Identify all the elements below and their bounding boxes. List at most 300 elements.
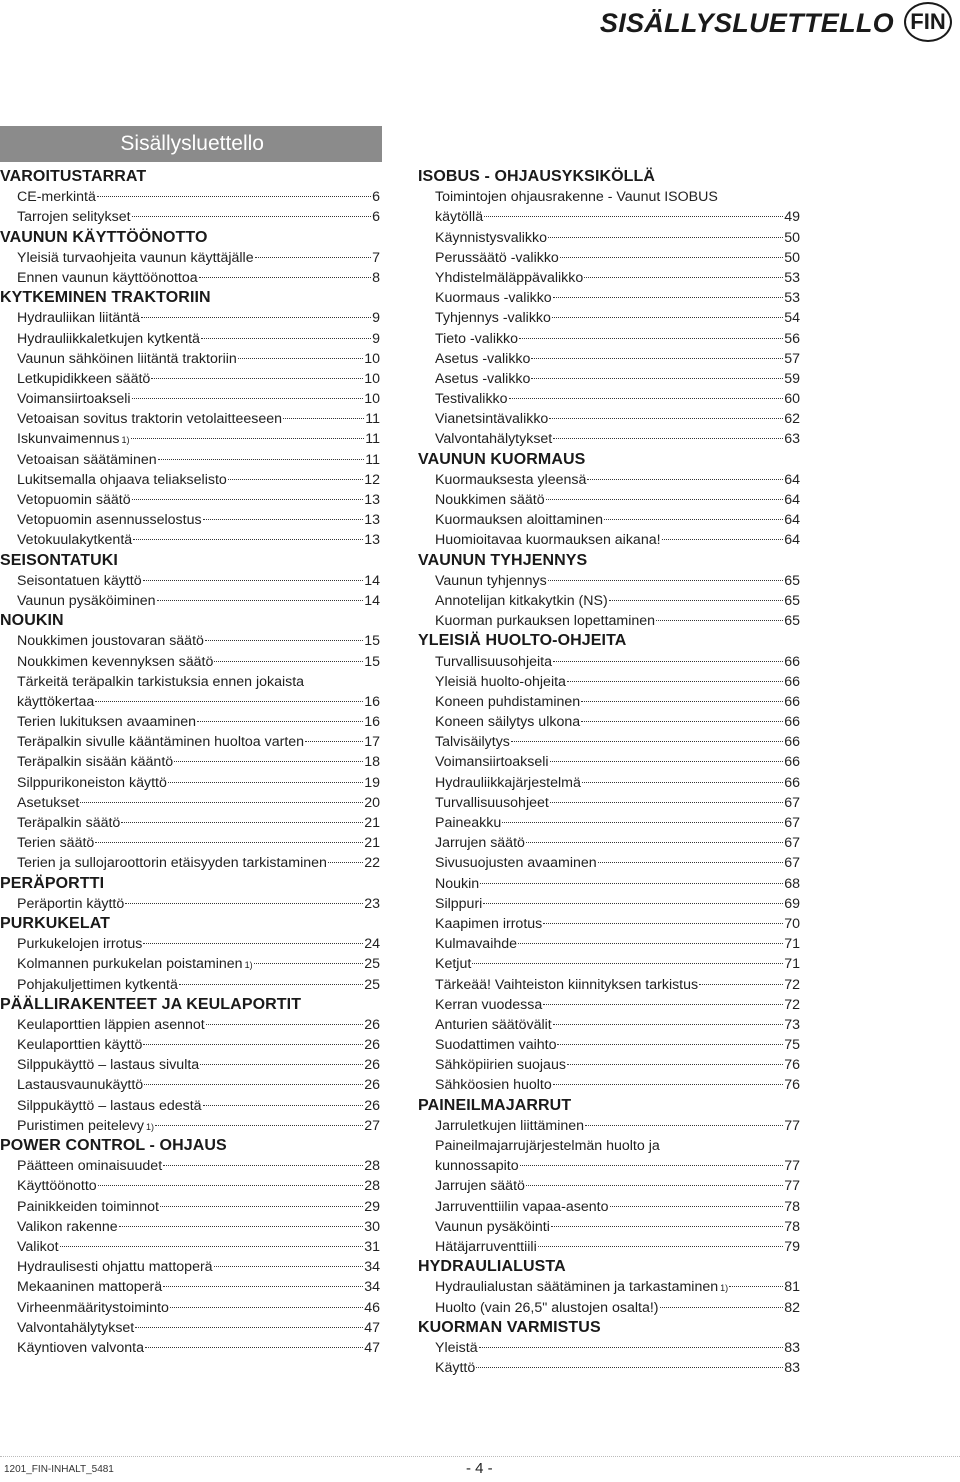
toc-section <box>0 874 380 914</box>
entry-page-number: 16 <box>364 714 380 731</box>
entry-label: Suodattimen vaihto <box>435 1037 557 1054</box>
toc-entry[interactable] <box>0 369 380 389</box>
toc-entry[interactable] <box>0 308 380 328</box>
entry-page-number: 76 <box>784 1057 800 1074</box>
toc-entry[interactable] <box>418 490 800 510</box>
entry-page-number: 34 <box>364 1259 380 1276</box>
toc-entry[interactable] <box>418 874 800 894</box>
entry-page-number: 75 <box>784 1037 800 1054</box>
dot-leader <box>121 822 363 823</box>
dot-leader <box>238 358 363 359</box>
toc-entry[interactable] <box>0 530 380 550</box>
dot-leader <box>97 196 371 197</box>
dot-leader <box>143 580 364 581</box>
entry-label: Asetukset <box>17 794 80 811</box>
toc-entry[interactable] <box>0 1055 380 1075</box>
entry-label: Huomioitavaa kuormauksen aikana! <box>435 532 661 549</box>
dot-leader <box>543 923 783 924</box>
entry-page-number: 73 <box>784 1016 800 1033</box>
entry-page-number: 14 <box>364 572 380 589</box>
dot-leader <box>203 1105 364 1106</box>
entry-page-number: 67 <box>784 794 800 811</box>
toc-entry[interactable] <box>0 631 380 651</box>
toc-entry[interactable] <box>0 975 380 995</box>
toc-entry[interactable] <box>418 611 800 631</box>
entry-label: Turvallisuusohjeet <box>435 794 549 811</box>
entry-page-number: 77 <box>784 1117 800 1134</box>
entry-page-number: 12 <box>364 471 380 488</box>
entry-page-number: 64 <box>784 532 800 549</box>
footer-page-number: - 4 - <box>466 1460 493 1477</box>
entry-label: Virheenmääritystoiminto <box>17 1299 169 1316</box>
entry-page-number: 64 <box>784 471 800 488</box>
toc-entry[interactable] <box>0 1156 380 1176</box>
toc-entry[interactable] <box>0 1318 380 1338</box>
toc-entry[interactable] <box>0 207 380 227</box>
toc-entry[interactable] <box>0 1197 380 1217</box>
entry-label: Vetopuomin säätö <box>17 492 131 508</box>
entry-label: Vaunun sähköinen liitäntä traktoriin <box>17 350 237 367</box>
entry-label: Ennen vaunun käyttöönottoa <box>17 269 198 286</box>
toc-entry[interactable] <box>418 1136 800 1156</box>
dot-leader <box>553 1084 783 1085</box>
toc-entry[interactable] <box>418 1176 800 1196</box>
footer-document-code: 1201_FIN-INHALT_5481 <box>4 1464 114 1475</box>
dot-leader <box>328 862 363 863</box>
entry-page-number: 27 <box>364 1117 380 1134</box>
entry-label: Kuormaus -valikko <box>435 290 552 307</box>
toc-entry[interactable] <box>0 510 380 530</box>
entry-label: Käyttö <box>435 1360 476 1377</box>
dot-leader <box>550 802 783 803</box>
section-title: VAROITUSTARRAT <box>0 168 147 185</box>
toc-entry[interactable] <box>418 1298 800 1318</box>
dot-leader <box>132 499 364 500</box>
dot-leader <box>581 721 783 722</box>
toc-entry[interactable] <box>0 268 380 288</box>
dot-leader <box>80 802 363 803</box>
dot-leader <box>119 1226 364 1227</box>
toc-entry[interactable] <box>0 1257 380 1277</box>
dot-leader <box>283 418 364 419</box>
toc-banner <box>0 126 382 162</box>
toc-entry[interactable] <box>0 934 380 954</box>
toc-entry[interactable] <box>0 894 380 914</box>
toc-entry[interactable] <box>418 248 800 268</box>
dot-leader <box>518 943 783 944</box>
entry-page-number: 28 <box>364 1178 380 1195</box>
dot-leader <box>472 963 783 964</box>
toc-left-column <box>0 167 380 1358</box>
entry-page-number: 24 <box>364 936 380 953</box>
toc-entry[interactable] <box>418 1237 800 1257</box>
entry-label: Hydraulisesti ohjattu mattoperä <box>17 1259 213 1276</box>
dot-leader <box>214 661 363 662</box>
toc-section <box>0 995 380 1136</box>
entry-page-number: 60 <box>784 391 800 408</box>
entry-label: Sähköosien huolto <box>435 1077 552 1094</box>
entry-page-number: 50 <box>784 229 800 246</box>
dot-leader <box>553 661 783 662</box>
entry-page-number: 54 <box>784 310 800 327</box>
entry-label: Terien säätö <box>17 835 95 852</box>
entry-label: Valvontahälytykset <box>435 431 553 448</box>
toc-entry[interactable] <box>418 228 800 248</box>
toc-section <box>418 450 800 551</box>
toc-section <box>0 551 380 612</box>
dot-leader <box>729 1286 783 1287</box>
toc-entry[interactable] <box>418 1035 800 1055</box>
entry-label: Keulaporttien läppien asennot <box>17 1016 205 1033</box>
entry-label: Testivalikko <box>435 391 508 408</box>
section-title: YLEISIÄ HUOLTO-OHJEITA <box>418 632 627 650</box>
toc-entry[interactable] <box>418 207 800 227</box>
entry-page-number: 79 <box>784 1238 800 1255</box>
toc-entry[interactable] <box>0 1035 380 1055</box>
entry-page-number: 66 <box>784 673 800 690</box>
toc-entry[interactable] <box>0 187 380 207</box>
toc-entry[interactable] <box>418 510 800 530</box>
toc-entry[interactable] <box>418 934 800 954</box>
toc-section <box>0 1136 380 1358</box>
toc-entry[interactable] <box>418 773 800 793</box>
entry-label: Yleisiä turvaohjeita vaunun käyttäjälle <box>17 249 254 266</box>
dot-leader <box>610 1206 784 1207</box>
entry-label: Lastausvaunukäyttö <box>17 1077 144 1094</box>
entry-page-number: 13 <box>364 512 380 529</box>
section-title: NOUKIN <box>0 612 64 630</box>
dot-leader <box>151 378 363 379</box>
entry-label: Paineilmajarrujärjestelmän huolto ja <box>435 1138 660 1154</box>
toc-right-column <box>418 167 800 1378</box>
section-title: KYTKEMINEN TRAKTORIIN <box>0 289 211 307</box>
entry-page-number: 67 <box>784 815 800 831</box>
toc-entry[interactable] <box>418 1116 800 1136</box>
toc-entry[interactable] <box>0 248 380 268</box>
dot-leader <box>144 1084 363 1085</box>
toc-entry[interactable] <box>418 712 800 732</box>
entry-page-number: 56 <box>784 330 800 347</box>
dot-leader <box>163 1165 363 1166</box>
toc-section <box>0 288 380 550</box>
entry-label: Peräportin käyttö <box>17 895 125 912</box>
toc-entry[interactable] <box>418 1217 800 1237</box>
toc-entry[interactable] <box>418 187 800 207</box>
entry-label: Lukitsemalla ohjaava teliakselisto <box>17 471 227 488</box>
dot-leader <box>483 903 783 904</box>
entry-label: Turvallisuusohjeita <box>435 653 552 670</box>
entry-page-number: 76 <box>784 1077 800 1094</box>
entry-label: Silppurikoneiston käyttö <box>17 774 167 791</box>
entry-label: Teräpalkin säätö <box>17 815 121 831</box>
entry-page-number: 71 <box>784 936 800 953</box>
toc-entry[interactable] <box>0 1075 380 1095</box>
toc-entry[interactable] <box>418 1055 800 1075</box>
entry-label: Käyttöönotto <box>17 1178 97 1195</box>
toc-entry[interactable] <box>0 692 380 712</box>
dot-leader <box>254 963 364 964</box>
entry-label: Voimansiirtoakseli <box>435 754 549 771</box>
entry-page-number: 59 <box>784 370 800 387</box>
toc-entry[interactable] <box>418 1015 800 1035</box>
entry-page-number: 66 <box>784 693 800 710</box>
entry-label: Käynnistysvalikko <box>435 229 547 246</box>
toc-entry[interactable] <box>418 732 800 752</box>
entry-label: Kerran vuodessa <box>435 996 543 1013</box>
toc-entry[interactable] <box>0 470 380 490</box>
dot-leader <box>552 317 783 318</box>
toc-entry[interactable] <box>0 349 380 369</box>
toc-entry[interactable] <box>0 329 380 349</box>
dot-leader <box>305 741 363 742</box>
toc-entry[interactable] <box>0 833 380 853</box>
entry-page-number: 6 <box>372 189 380 206</box>
entry-page-number: 14 <box>364 592 380 609</box>
toc-entry[interactable] <box>418 752 800 772</box>
entry-label: Yleistä <box>435 1339 478 1356</box>
section-title: SEISONTATUKI <box>0 551 118 569</box>
toc-entry[interactable] <box>418 571 800 591</box>
toc-entry[interactable] <box>0 409 380 429</box>
dot-leader <box>480 883 783 884</box>
dot-leader <box>95 842 363 843</box>
entry-page-number: 34 <box>364 1279 380 1296</box>
dot-leader <box>584 277 783 278</box>
toc-entry[interactable] <box>418 329 800 349</box>
toc-entry[interactable] <box>0 1176 380 1196</box>
entry-page-number: 22 <box>364 855 380 872</box>
toc-entry[interactable] <box>0 1338 380 1358</box>
toc-section <box>0 167 380 228</box>
toc-entry[interactable] <box>0 389 380 409</box>
dot-leader <box>484 216 783 217</box>
toc-section <box>418 631 800 1095</box>
entry-label: Hydraulialustan säätäminen ja tarkastaminen <box>435 1279 719 1296</box>
toc-entry[interactable] <box>418 975 800 995</box>
entry-label: Valvontahälytykset <box>17 1319 135 1336</box>
entry-page-number: 25 <box>364 976 380 993</box>
toc-entry[interactable] <box>0 773 380 793</box>
toc-entry[interactable] <box>0 1096 380 1116</box>
toc-entry[interactable] <box>418 793 800 813</box>
toc-entry[interactable] <box>418 1156 800 1176</box>
toc-section <box>418 1096 800 1258</box>
entry-page-number: 26 <box>364 1077 380 1094</box>
toc-entry[interactable] <box>0 853 380 873</box>
dot-leader <box>201 338 371 339</box>
entry-label: Yleisiä huolto-ohjeita <box>435 673 566 690</box>
toc-entry[interactable] <box>418 1075 800 1095</box>
entry-page-number: 47 <box>364 1339 380 1356</box>
entry-label: Yhdistelmäläppävalikko <box>435 269 584 286</box>
entry-page-number: 9 <box>372 310 380 327</box>
toc-entry[interactable] <box>0 1217 380 1237</box>
entry-page-number: 13 <box>364 492 380 508</box>
toc-entry[interactable] <box>418 813 800 833</box>
entry-page-number: 50 <box>784 249 800 266</box>
toc-entry[interactable] <box>0 1298 380 1318</box>
toc-entry[interactable] <box>418 369 800 389</box>
entry-label: Kuorman purkauksen lopettaminen <box>435 613 656 630</box>
entry-label: Anturien säätövälit <box>435 1016 552 1033</box>
toc-entry[interactable] <box>418 1358 800 1378</box>
entry-page-number: 82 <box>784 1299 800 1316</box>
toc-entry[interactable] <box>0 591 380 611</box>
entry-label: Noukkimen joustovaran säätö <box>17 633 204 650</box>
toc-entry[interactable] <box>0 793 380 813</box>
toc-entry[interactable] <box>0 813 380 833</box>
entry-label: Letkupidikkeen säätö <box>17 370 151 387</box>
toc-entry[interactable] <box>0 1237 380 1257</box>
dot-leader <box>609 600 784 601</box>
entry-page-number: 72 <box>784 996 800 1013</box>
dot-leader <box>502 822 783 823</box>
entry-label: Koneen puhdistaminen <box>435 693 581 710</box>
entry-label: Vetoaisan sovitus traktorin vetolaitteeseen <box>17 411 282 428</box>
dot-leader <box>476 1367 783 1368</box>
toc-entry[interactable]: Puristimen peitelevy 1) 27 <box>0 1116 380 1136</box>
dot-leader <box>548 580 783 581</box>
toc-entry[interactable] <box>418 288 800 308</box>
entry-page-number: 78 <box>784 1198 800 1215</box>
entry-page-number: 83 <box>784 1339 800 1356</box>
toc-entry[interactable] <box>418 389 800 409</box>
toc-entry[interactable] <box>418 833 800 853</box>
page-title: SISÄLLYSLUETTELLO <box>599 8 894 38</box>
entry-label: Päätteen ominaisuudet <box>17 1158 163 1175</box>
entry-page-number: 21 <box>364 835 380 852</box>
dot-leader <box>203 519 364 520</box>
toc-entry[interactable] <box>418 268 800 288</box>
toc-entry[interactable] <box>418 1197 800 1217</box>
entry-label: Vaunun pysäköinti <box>435 1218 550 1235</box>
entry-page-number: 57 <box>784 350 800 367</box>
entry-page-number: 47 <box>364 1319 380 1336</box>
entry-label: Vaunun tyhjennys <box>435 572 547 589</box>
toc-entry[interactable]: Hydraulialustan säätäminen ja tarkastaminen 1) 81 <box>418 1277 800 1297</box>
entry-page-number: 16 <box>364 693 380 710</box>
toc-entry[interactable] <box>0 490 380 510</box>
dot-leader <box>141 317 371 318</box>
toc-entry[interactable] <box>418 470 800 490</box>
entry-label: Kuormauksen aloittaminen <box>435 512 603 529</box>
toc-section <box>418 1257 800 1318</box>
entry-page-number: 49 <box>784 209 800 226</box>
entry-page-number: 15 <box>364 633 380 650</box>
entry-label: käytöllä <box>435 209 484 226</box>
entry-label: CE-merkintä <box>17 189 96 206</box>
entry-page-number: 17 <box>364 734 380 751</box>
dot-leader <box>548 237 783 238</box>
dot-leader <box>133 539 363 540</box>
toc-entry[interactable] <box>418 652 800 672</box>
toc-entry[interactable] <box>418 954 800 974</box>
dot-leader <box>200 1064 363 1065</box>
toc-entry[interactable] <box>418 409 800 429</box>
toc-entry[interactable] <box>0 652 380 672</box>
entry-label: Jarruletkujen liittäminen <box>435 1117 585 1134</box>
entry-page-number: 30 <box>364 1218 380 1235</box>
toc-entry[interactable] <box>0 450 380 470</box>
toc-entry[interactable] <box>0 672 380 692</box>
entry-label: Tieto -valikko <box>435 330 519 347</box>
toc-entry[interactable] <box>418 591 800 611</box>
toc-entry[interactable] <box>0 752 380 772</box>
entry-label: Koneen säilytys ulkona <box>435 714 581 731</box>
entry-page-number: 64 <box>784 492 800 508</box>
toc-entry[interactable] <box>418 308 800 328</box>
entry-page-number: 26 <box>364 1057 380 1074</box>
entry-label: Pohjakuljettimen kytkentä <box>17 976 178 993</box>
toc-entry[interactable] <box>418 914 800 934</box>
dot-leader <box>132 216 372 217</box>
footer-divider <box>0 1456 960 1458</box>
entry-label: Noukin <box>435 875 480 892</box>
toc-entry[interactable] <box>0 732 380 752</box>
entry-label: Käyntioven valvonta <box>17 1339 144 1356</box>
entry-page-number: 69 <box>784 895 800 912</box>
dot-leader <box>656 620 783 621</box>
entry-page-number: 68 <box>784 875 800 892</box>
entry-label: Mekaaninen mattoperä <box>17 1279 163 1296</box>
entry-label: Silppukäyttö – lastaus sivulta <box>17 1057 200 1074</box>
toc-entry[interactable] <box>418 853 800 873</box>
section-title: PAINEILMAJARRUT <box>418 1096 572 1114</box>
toc-entry[interactable] <box>0 1015 380 1035</box>
entry-label: Noukkimen kevennyksen säätö <box>17 653 214 670</box>
entry-label: kunnossapito <box>435 1158 519 1175</box>
entry-label: Asetus -valikko <box>435 370 531 387</box>
entry-label: Perussäätö -valikko <box>435 249 559 266</box>
toc-entry[interactable] <box>418 995 800 1015</box>
dot-leader <box>519 338 783 339</box>
toc-entry[interactable]: Kolmannen purkukelan poistaminen 1) 25 <box>0 954 380 974</box>
toc-entry[interactable] <box>0 1277 380 1297</box>
dot-leader <box>538 1246 784 1247</box>
dot-leader <box>143 943 363 944</box>
entry-label: Jarrujen säätö <box>435 835 525 852</box>
toc-entry[interactable] <box>418 429 800 449</box>
entry-page-number: 81 <box>784 1279 800 1296</box>
toc-entry[interactable] <box>0 571 380 591</box>
entry-page-number: 13 <box>364 532 380 549</box>
dot-leader <box>549 418 783 419</box>
entry-label: Keulaporttien käyttö <box>17 1037 143 1054</box>
entry-page-number: 26 <box>364 1016 380 1033</box>
entry-page-number: 9 <box>372 330 380 347</box>
toc-section <box>418 551 800 632</box>
toc-entry[interactable] <box>418 692 800 712</box>
entry-label: Tyhjennys -valikko <box>435 310 551 327</box>
toc-entry[interactable] <box>418 1338 800 1358</box>
entry-page-number: 62 <box>784 411 800 428</box>
entry-page-number: 21 <box>364 815 380 831</box>
toc-entry[interactable] <box>418 530 800 550</box>
toc-entry[interactable] <box>0 712 380 732</box>
toc-entry[interactable] <box>418 672 800 692</box>
entry-page-number: 67 <box>784 835 800 852</box>
toc-entry[interactable] <box>418 894 800 914</box>
dot-leader <box>199 277 371 278</box>
dot-leader <box>699 984 783 985</box>
toc-entry[interactable] <box>418 349 800 369</box>
entry-label: Kulmavaihde <box>435 936 518 953</box>
dot-leader <box>557 1044 783 1045</box>
dot-leader <box>551 1226 783 1227</box>
entry-label: Vetoaisan säätäminen <box>17 451 157 468</box>
entry-page-number: 70 <box>784 915 800 932</box>
toc-entry[interactable]: Iskunvaimennus 1) 11 <box>0 429 380 449</box>
